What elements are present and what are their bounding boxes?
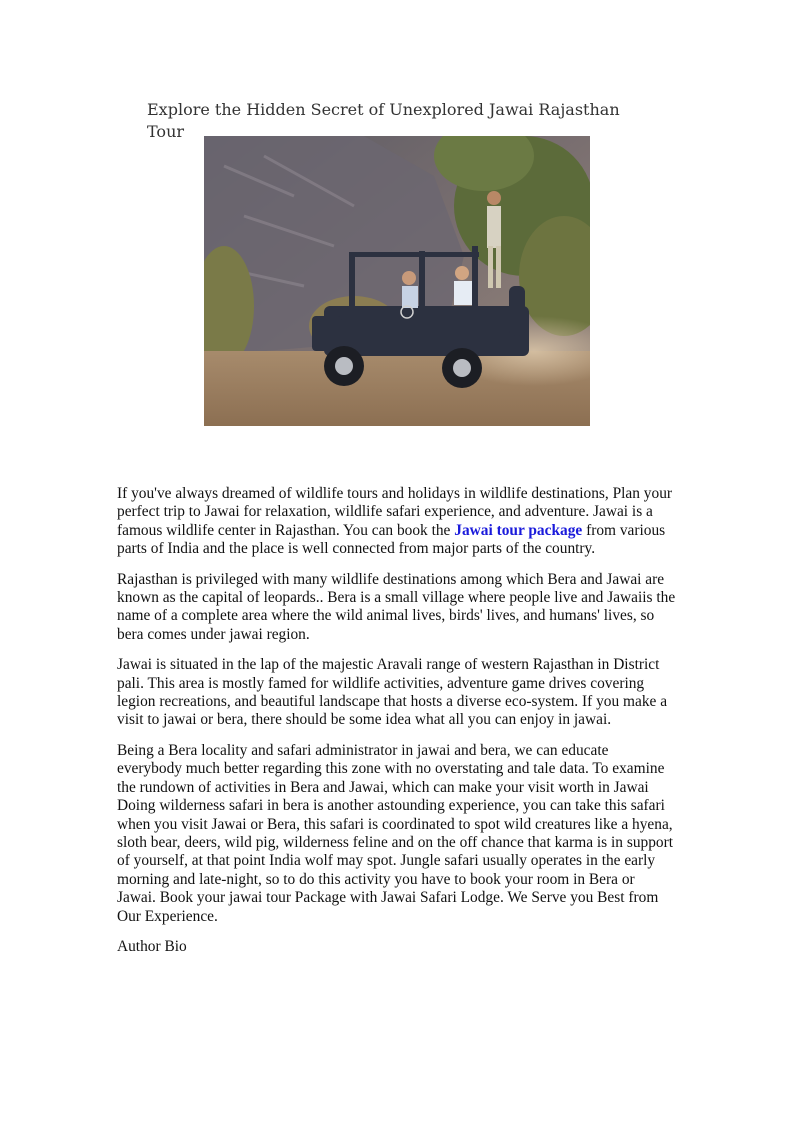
jawai-tour-package-link[interactable]: Jawai tour package (454, 521, 583, 539)
paragraph-safari: Being a Bera locality and safari administrator in jawai and bera, we can educate everybody much better regarding this zone with no overstating and tale data. To examine the rundown of activities in Bera and Jawai, which can make your visit worth in Jawai Doing wilderness safari in bera is another astounding experience, you can take this safari when you visit Jawai or Bera, this safari is coordinated to spot wild creatures like a hyena, sloth bear, deers, wild pig, wilderness feline and on the off chance that karma is in support of yourself, at that point India wolf may spot. Jungle safari usually operates in the early morning and late-night, so to do this activity you have to book your room in Bera or Jawai. Book your jawai tour Package with Jawai Safari Lodge. We Serve you Best from Our Experience. (117, 741, 674, 925)
page-title: Explore the Hidden Secret of Unexplored Jawai Rajasthan Tour (147, 100, 620, 141)
paragraph-intro-text: If you've always dreamed of wildlife tours and holidays in wildlife destinations, Plan your perfect trip to Jawai for relaxation, wildlife safari experience, and adventure. Jawai is a famous wildlife center in Rajasthan. You can book the (117, 485, 673, 539)
paragraph-aravali: Jawai is situated in the lap of the majestic Aravali range of western Rajasthan in District pali. This area is mostly famed for wildlife activities, adventure game drives covering legion recreations, and beautiful landscape that hosts a diverse eco-system. If you make a visit to jawai or bera, there should be some idea what all you can enjoy in jawai. (117, 656, 668, 729)
paragraph-intro-text-after: from various parts of India and the place is well connected from major parts of the country. (117, 521, 666, 558)
paragraph-intro (117, 485, 677, 559)
safari-jeep-photo (204, 136, 590, 426)
article-body (117, 485, 677, 968)
paragraph-leopards: Rajasthan is privileged with many wildlife destinations among which Bera and Jawai are known as the capital of leopards.. Bera is a small village where people live and Jawaiis the name of a complete area where the wild animal lives, birds' lives, and humans' lives, so bera comes under jawai region. (117, 570, 676, 643)
author-bio-heading: Author Bio (117, 937, 187, 955)
